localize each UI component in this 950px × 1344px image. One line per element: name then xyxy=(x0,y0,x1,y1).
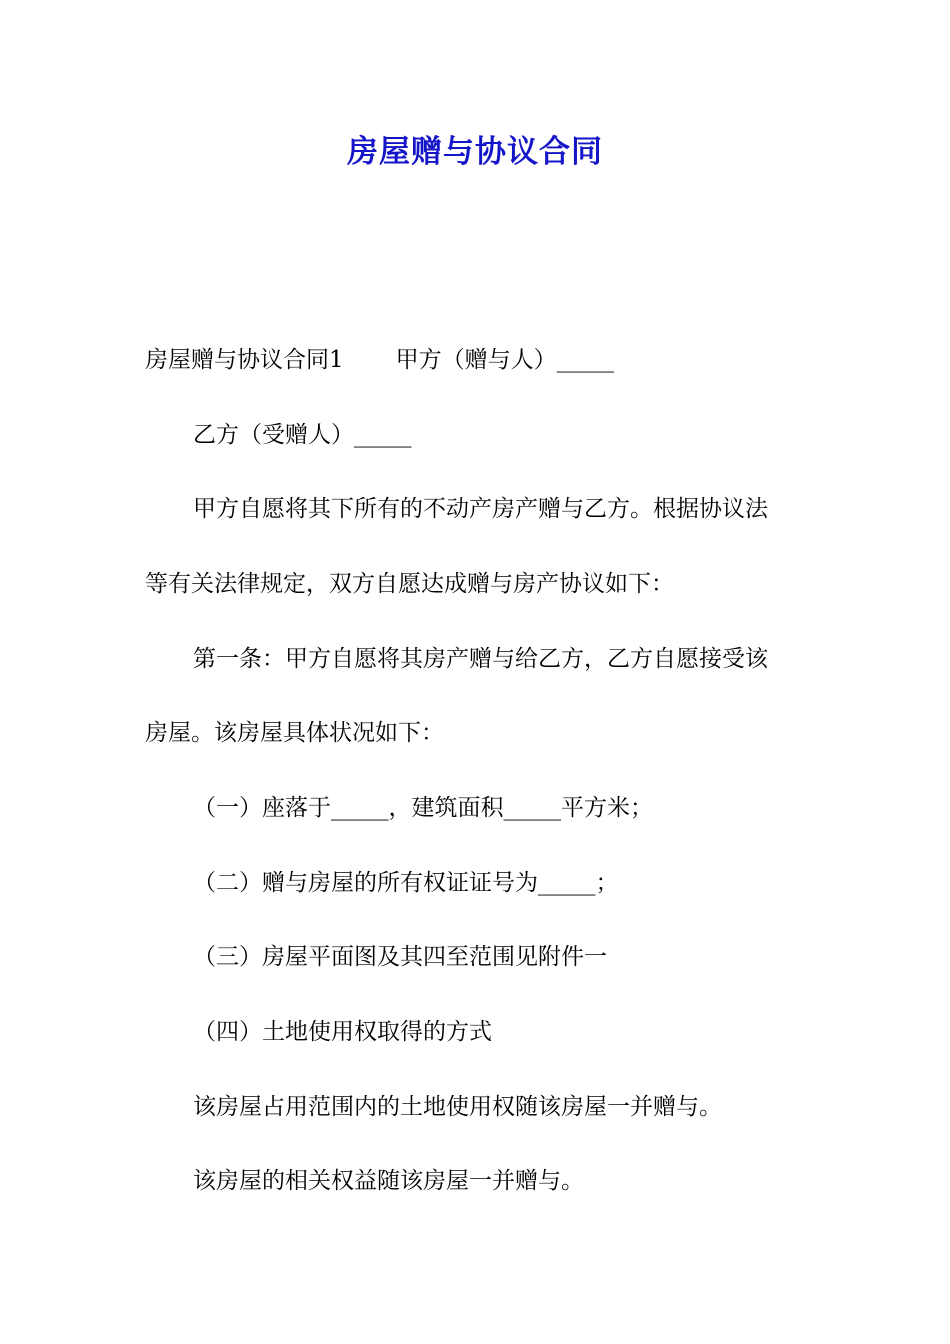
contract-heading-line xyxy=(145,343,614,377)
party-b-field: 乙方（受赠人）_____ xyxy=(193,422,412,448)
party-a-field: 甲方（赠与人）_____ xyxy=(395,347,615,373)
document-title: 房屋赠与协议合同 xyxy=(347,134,603,170)
paragraph-line: 甲方自愿将其下所有的不动产房产赠与乙方。根据协议法 xyxy=(193,496,768,522)
paragraph-line: 等有关法律规定，双方自愿达成赠与房产协议如下： xyxy=(145,571,674,597)
paragraph-line: 房屋。该房屋具体状况如下： xyxy=(145,720,444,746)
clause-item: （二）赠与房屋的所有权证证号为_____； xyxy=(193,870,619,896)
clause-item: （三）房屋平面图及其四至范围见附件一 xyxy=(193,944,607,970)
clause-item: （一）座落于_____，建筑面积_____平方米； xyxy=(193,795,653,821)
article-one-line: 第一条：甲方自愿将其房产赠与给乙方，乙方自愿接受该 xyxy=(193,646,768,672)
paragraph-line: 该房屋占用范围内的土地使用权随该房屋一并赠与。 xyxy=(193,1094,722,1120)
paragraph-line: 该房屋的相关权益随该房屋一并赠与。 xyxy=(193,1168,584,1194)
contract-subtitle: 房屋赠与协议合同1 xyxy=(145,347,344,373)
clause-item: （四）土地使用权取得的方式 xyxy=(193,1019,492,1045)
